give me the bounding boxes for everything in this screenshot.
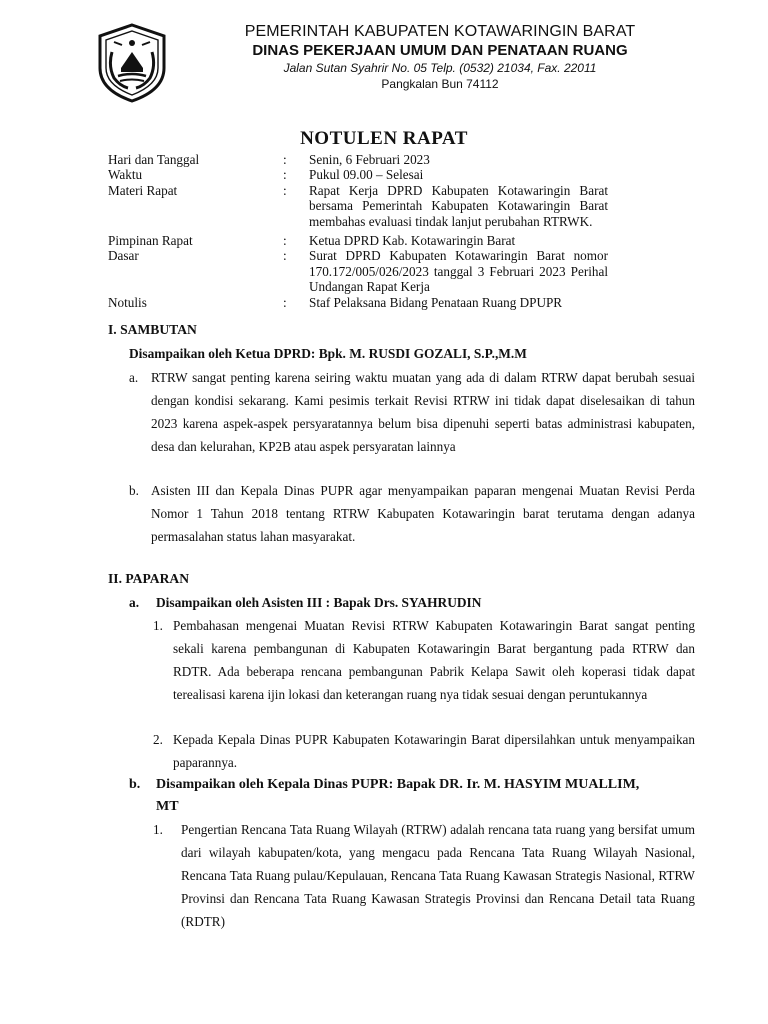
meeting-info [108, 152, 608, 310]
info-value: Staf Pelaksana Bidang Penataan Ruang DPUPR [309, 294, 563, 310]
list-marker: b. [129, 483, 139, 498]
list-item-text: Pembahasan mengenai Muatan Revisi RTRW Kabupaten Kotawaringin Barat sangat penting sekali karena pembangunan di Kabupaten Kotawaringin Barat bergantung pada RTRW dan RDTR. Ada beberapa rencana pembangunan Pabrik Kelapa Sawit oleh koperasi tidak dapat terealisasi karena ijin lokasi dan keterangan ruang nya tidak sesuai dengan peruntukannya [173, 618, 695, 702]
section-heading-sambutan: I. SAMBUTAN [108, 322, 197, 337]
letterhead [180, 22, 700, 92]
document-title: NOTULEN RAPAT [300, 128, 468, 149]
info-row-date [108, 152, 608, 167]
info-label: Notulis [108, 294, 147, 310]
info-row-topic [108, 183, 608, 229]
list-item-text: Kepada Kepala Dinas PUPR Kabupaten Kotawaringin Barat dipersilahkan untuk menyampaikan paparannya. [173, 732, 695, 770]
info-value: Pukul 09.00 – Selesai [309, 167, 424, 183]
info-value: Ketua DPRD Kab. Kotawaringin Barat [309, 233, 516, 249]
info-label: Pimpinan Rapat [108, 233, 193, 249]
letterhead-agency: DINAS PEKERJAAN UMUM DAN PENATAAN RUANG [252, 42, 628, 59]
letterhead-city: Pangkalan Bun 74112 [381, 77, 499, 91]
info-label: Waktu [108, 167, 143, 183]
section-speaker: Disampaikan oleh Ketua DPRD: Bpk. M. RUSDI GOZALI, S.P.,M.M [129, 346, 527, 361]
info-label: Hari dan Tanggal [108, 152, 200, 167]
info-label: Materi Rapat [108, 182, 178, 198]
info-value: Senin, 6 Februari 2023 [309, 152, 430, 167]
section-heading-paparan: II. PAPARAN [108, 571, 190, 586]
info-separator: : [283, 294, 287, 310]
info-row-time [108, 167, 608, 182]
list-marker: 1. [153, 618, 163, 633]
info-value: Surat DPRD Kabupaten Kotawaringin Barat nomor 170.172/005/026/2023 tanggal 3 Februari 2023 Perihal Undangan Rapat Kerja [309, 248, 608, 295]
info-row-chair [108, 233, 608, 248]
list-marker: a. [129, 370, 139, 385]
info-label: Dasar [108, 248, 139, 264]
list-marker: 2. [153, 732, 163, 747]
info-row-basis [108, 248, 608, 294]
list-item-text: Asisten III dan Kepala Dinas PUPR agar menyampaikan paparan mengenai Muatan Revisi Perda Nomor 1 Tahun 2018 tentang RTRW Kabupaten Kotawaringin barat terutama dengan adanya permasalahan status lahan masyarakat. [151, 483, 695, 544]
info-value: Rapat Kerja DPRD Kabupaten Kotawaringin Barat bersama Pemerintah Kabupaten Kotawaringin Barat membahas evaluasi tindak lanjut perubahan RTRWK. [309, 182, 608, 229]
subsection-marker: b. [129, 777, 141, 792]
section-speaker: Disampaikan oleh Kepala Dinas PUPR: Bapak DR. Ir. M. HASYIM MUALLIM, [156, 777, 640, 792]
info-separator: : [283, 248, 287, 264]
letterhead-address: Jalan Sutan Syahrir No. 05 Telp. (0532) 21034, Fax. 22011 [283, 61, 597, 75]
info-separator: : [283, 167, 287, 183]
list-item-text: Pengertian Rencana Tata Ruang Wilayah (RTRW) adalah rencana tata ruang yang bersifat umum dari wilayah kabupaten/kota, yang mengacu pada Rencana Tata Ruang Wilayah Nasional, Rencana Tata Ruang pulau/Kepulauan, Rencana Tata Ruang Kawasan Strategis Nasional, RTRW Provinsi dan Rencana Tata Ruang Kawasan Strategis Provinsi dan Rencana Detail tata Ruang (RDTR) [181, 822, 695, 929]
list-marker: 1. [153, 822, 163, 837]
info-separator: : [283, 233, 287, 249]
list-item-text: RTRW sangat penting karena seiring waktu muatan yang ada di dalam RTRW dapat berubah sesuai dengan kondisi sekarang. Kami pesimis terkait Revisi RTRW ini tidak dapat diselesaikan di tahun 2023 karena aspek-aspek persyaratannya belum bisa dipenuhi seperti batas administrasi kabupaten, desa dan kelurahan, KP2B atau aspek persyaratan lainnya [151, 370, 695, 454]
info-separator: : [283, 152, 287, 167]
info-separator: : [283, 182, 287, 198]
info-row-notetaker [108, 295, 608, 310]
letterhead-government: PEMERINTAH KABUPATEN KOTAWARINGIN BARAT [244, 23, 636, 40]
section-speaker: Disampaikan oleh Asisten III : Bapak Drs. SYAHRUDIN [156, 595, 482, 610]
section-speaker-continued: MT [156, 799, 179, 814]
subsection-marker: a. [129, 595, 140, 610]
regency-emblem-icon [94, 22, 170, 104]
